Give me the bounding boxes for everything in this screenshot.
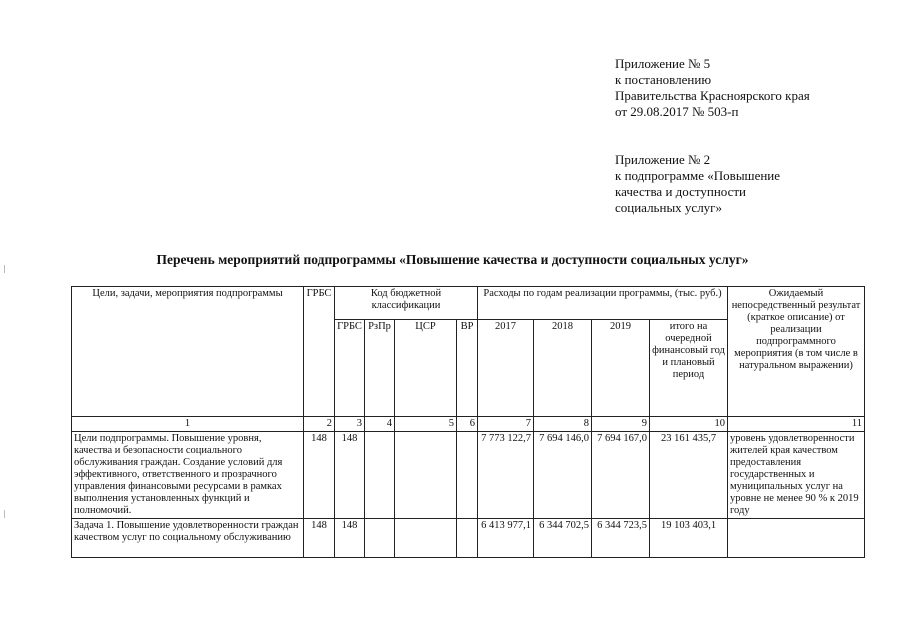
appendix-line: Правительства Красноярского края — [615, 88, 810, 103]
header-sub-total: итого на очередной финансовый год и плановый период — [650, 320, 728, 417]
row-grbs-code: 148 — [335, 432, 365, 519]
row-result — [728, 519, 865, 558]
row-result: уровень удовлетворенности жителей края качеством предоставления государственных и муниципальных услуг на уровне не менее 90 % к 2019 году — [728, 432, 865, 519]
appendix-line: качества и доступности — [615, 184, 747, 199]
header-grbs: ГРБС — [304, 287, 335, 417]
row-vr — [457, 519, 478, 558]
appendix-line: социальных услуг» — [615, 200, 723, 215]
header-sub-vr: ВР — [457, 320, 478, 417]
column-number: 2 — [304, 417, 335, 432]
header-sub-2018: 2018 — [534, 320, 592, 417]
margin-mark — [4, 510, 5, 518]
appendix-line: к постановлению — [615, 72, 712, 87]
column-number: 1 — [72, 417, 304, 432]
row-total: 19 103 403,1 — [650, 519, 728, 558]
header-sub-rzpr: РзПр — [365, 320, 395, 417]
header-sub-grbs: ГРБС — [335, 320, 365, 417]
header-expenses: Расходы по годам реализации программы, (тыс. руб.) — [478, 287, 728, 320]
row-grbs-code: 148 — [335, 519, 365, 558]
column-number: 10 — [650, 417, 728, 432]
row-2017: 7 773 122,7 — [478, 432, 534, 519]
appendix-line: от 29.08.2017 № 503-п — [615, 104, 739, 119]
appendix-block — [615, 56, 895, 216]
header-goals: Цели, задачи, мероприятия подпрограммы — [72, 287, 304, 417]
header-result: Ожидаемый непосредственный результат (краткое описание) от реализации подпрограммного мероприятия (в том числе в натуральном выражении) — [728, 287, 865, 417]
column-number: 7 — [478, 417, 534, 432]
appendix-line: Приложение № 5 — [615, 56, 711, 71]
column-number: 3 — [335, 417, 365, 432]
row-grbs: 148 — [304, 432, 335, 519]
document-title: Перечень мероприятий подпрограммы «Повышение качества и доступности социальных услуг» — [156, 252, 749, 267]
row-name: Задача 1. Повышение удовлетворенности граждан качеством услуг по социальному обслуживанию — [72, 519, 304, 558]
row-csr — [395, 519, 457, 558]
row-2019: 6 344 723,5 — [592, 519, 650, 558]
row-2019: 7 694 167,0 — [592, 432, 650, 519]
header-sub-2019: 2019 — [592, 320, 650, 417]
appendix-line: Приложение № 2 — [615, 152, 711, 167]
column-number: 5 — [395, 417, 457, 432]
measures-table — [71, 286, 865, 558]
row-name: Цели подпрограммы. Повышение уровня, качества и безопасности социального обслуживания граждан. Создание условий для эффективного, ответственного и прозрачного управления финансовыми ресурсами в рамках выполнения установленных функций и полномочий. — [72, 432, 304, 519]
column-number: 8 — [534, 417, 592, 432]
appendix-line: к подпрограмме «Повышение — [615, 168, 781, 183]
row-2017: 6 413 977,1 — [478, 519, 534, 558]
header-budget-code: Код бюджетной классификации — [335, 287, 478, 320]
row-csr — [395, 432, 457, 519]
row-total: 23 161 435,7 — [650, 432, 728, 519]
row-rzpr — [365, 519, 395, 558]
table-row — [72, 432, 865, 519]
column-number: 11 — [728, 417, 865, 432]
table-row — [72, 519, 865, 558]
row-rzpr — [365, 432, 395, 519]
row-vr — [457, 432, 478, 519]
column-number: 9 — [592, 417, 650, 432]
header-sub-2017: 2017 — [478, 320, 534, 417]
row-grbs: 148 — [304, 519, 335, 558]
column-number: 6 — [457, 417, 478, 432]
row-2018: 6 344 702,5 — [534, 519, 592, 558]
row-2018: 7 694 146,0 — [534, 432, 592, 519]
column-number: 4 — [365, 417, 395, 432]
header-sub-csr: ЦСР — [395, 320, 457, 417]
